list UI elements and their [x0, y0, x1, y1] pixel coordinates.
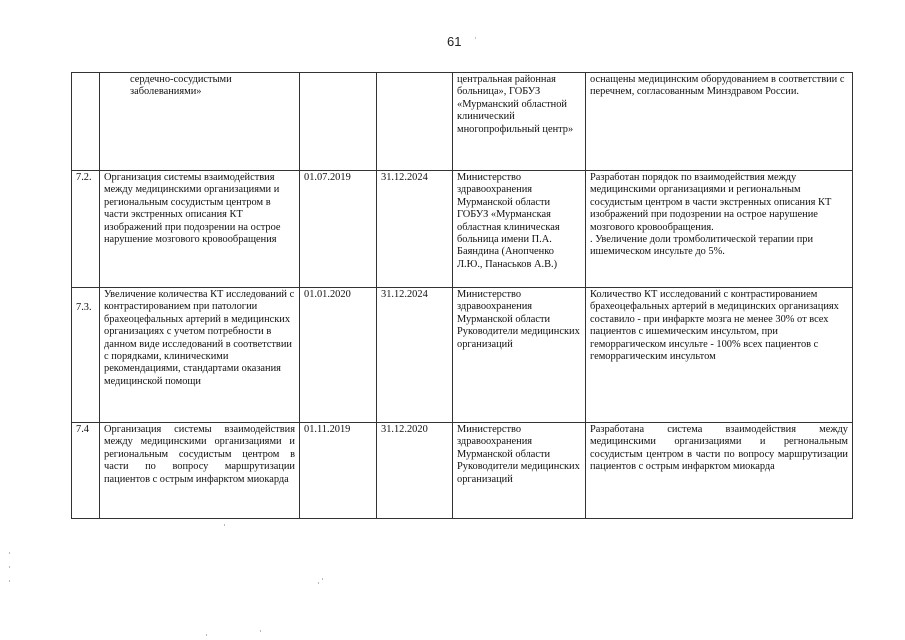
result-extra-text: . Увеличение доли тромболитической терапии при ишемическом инсульте до 5%. [590, 234, 814, 258]
page-number: 61 [447, 34, 462, 49]
task-cell: Организация системы взаимодействия между медицинскими организациями и региональным сосудистым центром в части по вопросу маршрутизации пациентов с острым инфарктом миокарда [100, 423, 300, 519]
end-date-cell: 31.12.2024 [377, 171, 453, 288]
task-cell: сердечно-сосудистыми заболеваниями» [100, 73, 300, 171]
row-number-cell: 7.2. [72, 171, 100, 288]
table-row [72, 288, 853, 423]
responsible-cell: центральная районная больница», ГОБУЗ «Мурманский областной клинический многопрофильный центр» [453, 73, 586, 171]
result-cell: Количество КТ исследований с контрастированием брахеоцефальных артерий в медицинских организациях составило - при инфаркте мозга не менее 30% от всех пациентов с ишемическим инсультом, при геморрагическом инсульте - 100% всех пациентов с геморрагическим инсультом [586, 288, 853, 423]
row-number-cell [72, 73, 100, 171]
result-cell [586, 171, 853, 288]
responsible-cell: Министерство здравоохранения Мурманской области Руководители медицинских организаций [453, 288, 586, 423]
action-plan-table [71, 72, 853, 519]
table-row [72, 171, 853, 288]
table-row [72, 423, 853, 519]
scan-speck [9, 566, 10, 568]
task-cell: Увеличение количества КТ исследований с контрастированием при патологии брахеоцефальных артерий в медицинских организациях с учетом потребности в данном виде исследований в соответствии с порядками, клиническими рекомендациями, стандартами оказания медицинской помощи [100, 288, 300, 423]
responsible-cell: Министерство здравоохранения Мурманской области Руководители медицинских организаций [453, 423, 586, 519]
end-date-cell: 31.12.2024 [377, 288, 453, 423]
result-cell: Разработана система взаимодействия между медицинскими организациями и регнональным сосудистым центром в части по вопросу маршрутизации пациентов с острым инфарктом миокарда [586, 423, 853, 519]
result-cell: оснащены медицинским оборудованием в соответствии с перечнем, согласованным Минздравом России. [586, 73, 853, 171]
responsible-cell: Министерство здравоохранения Мурманской области ГОБУЗ «Мурманская областная клиническая больница имени П.А. Баяндина (Анопченко Л.Ю., Панаськов А.В.) [453, 171, 586, 288]
end-date-cell: 31.12.2020 [377, 423, 453, 519]
start-date-cell: 01.01.2020 [300, 288, 377, 423]
scan-speck [206, 634, 207, 636]
scan-speck [318, 582, 319, 584]
result-text: Разработан порядок по взаимодействия между медицинскими организациями и региональным сосудистым центром в части экстренных описания КТ изображений при подозрении на острое нарушение мозгового кровообращения. [590, 172, 832, 233]
start-date-cell [300, 73, 377, 171]
row-number-cell: 7.4 [72, 423, 100, 519]
row-number-cell: 7.3. [72, 288, 100, 423]
start-date-cell: 01.11.2019 [300, 423, 377, 519]
start-date-cell: 01.07.2019 [300, 171, 377, 288]
scan-speck [224, 524, 225, 526]
task-cell: Организация системы взаимодействия между медицинскими организациями и региональным сосудистым центром в части экстренных описания КТ изображений при подозрении на острое нарушение мозгового кровообращения [100, 171, 300, 288]
scan-speck [9, 552, 10, 554]
table-row [72, 73, 853, 171]
scan-speck [9, 580, 10, 582]
page-mark: · [474, 33, 477, 43]
scan-speck [260, 630, 261, 632]
scan-speck [322, 578, 323, 580]
end-date-cell [377, 73, 453, 171]
